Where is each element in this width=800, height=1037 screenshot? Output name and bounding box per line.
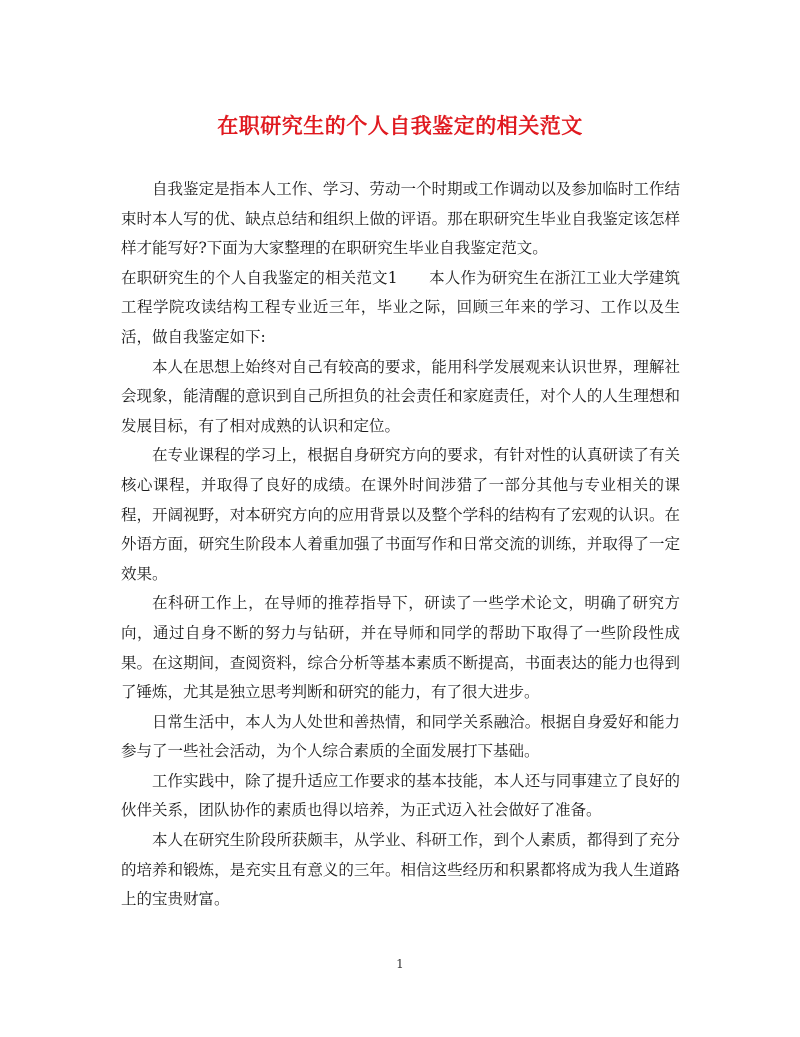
document-title: 在职研究生的个人自我鉴定的相关范文 [217,113,583,138]
paragraph-research: 在科研工作上，在导师的推荐指导下，研读了一些学术论文，明确了研究方向，通过自身不断的努力与钻研，并在导师和同学的帮助下取得了一些阶段性成果。在这期间，查阅资料，综合分析等基本素质不断提高，书面表达的能力也得到了锤炼，尤其是独立思考判断和研究的能力，有了很大进步。 [121,594,680,702]
page-number: 1 [396,957,404,971]
document-body [121,175,680,915]
paragraph-daily-life: 日常生活中，本人为人处世和善热情，和同学关系融洽。根据自身爱好和能力参与了一些社会活动，为个人综合素质的全面发展打下基础。 [121,712,680,761]
paragraph-sample-heading: 在职研究生的个人自我鉴定的相关范文1 本人作为研究生在浙江工业大学建筑工程学院攻读结构工程专业近三年，毕业之际，回顾三年来的学习、工作以及生活，做自我鉴定如下: [121,268,680,346]
paragraph-ideology: 本人在思想上始终对自己有较高的要求，能用科学发展观来认识世界，理解社会现象，能清醒的意识到自己所担负的社会责任和家庭责任，对个人的人生理想和发展目标，有了相对成熟的认识和定位。 [121,357,680,435]
paragraph-coursework: 在专业课程的学习上，根据自身研究方向的要求，有针对性的认真研读了有关核心课程，并取得了良好的成绩。在课外时间涉猎了一部分其他与专业相关的课程，开阔视野，对本研究方向的应用背景以及整个学科的结构有了宏观的认识。在外语方面，研究生阶段本人着重加强了书面写作和日常交流的训练，并取得了一定效果。 [121,446,680,583]
paragraph-work-practice: 工作实践中，除了提升适应工作要求的基本技能，本人还与同事建立了良好的伙伴关系，团队协作的素质也得以培养，为正式迈入社会做好了准备。 [121,771,680,820]
paragraph-intro: 自我鉴定是指本人工作、学习、劳动一个时期或工作调动以及参加临时工作结束时本人写的优、缺点总结和组织上做的评语。那在职研究生毕业自我鉴定该怎样样才能写好?下面为大家整理的在职研究生毕业自我鉴定范文。 [121,180,680,258]
paragraph-conclusion: 本人在研究生阶段所获颇丰，从学业、科研工作，到个人素质，都得到了充分的培养和锻炼，是充实且有意义的三年。相信这些经历和积累都将成为我人生道路上的宝贵财富。 [121,831,680,909]
